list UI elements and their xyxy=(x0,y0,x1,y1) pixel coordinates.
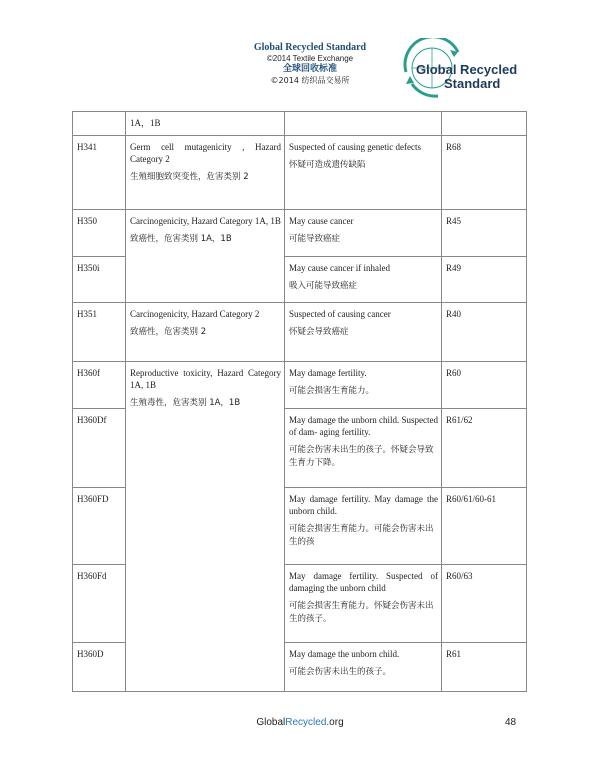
hazard-statement xyxy=(285,362,442,409)
hazard-code: H360f xyxy=(73,362,126,409)
risk-phrase: R60/63 xyxy=(442,565,527,643)
statement-en: May cause cancer xyxy=(289,216,354,226)
risk-phrase: R61/62 xyxy=(442,409,527,488)
statement-en: Suspected of causing genetic defects xyxy=(289,142,421,152)
category-cn: 生殖细胞致突变性，危害类别 2 xyxy=(130,172,249,182)
hazard-code: H350 xyxy=(73,210,126,257)
category-en: 1A，1B xyxy=(130,118,161,128)
hazard-statement xyxy=(285,488,442,565)
header-copyright-en: ©2014 Textile Exchange xyxy=(266,54,354,63)
risk-phrase xyxy=(442,112,527,136)
grs-logo xyxy=(398,38,530,100)
hazard-category xyxy=(126,112,285,136)
table-row xyxy=(73,362,527,409)
risk-phrase: R45 xyxy=(442,210,527,257)
risk-phrase: R60 xyxy=(442,362,527,409)
header-title: Global Recycled Standard xyxy=(253,42,367,53)
statement-en: May cause cancer if inhaled xyxy=(289,263,390,273)
hazard-statement xyxy=(285,257,442,303)
header-text-block xyxy=(230,42,390,86)
hazard-code: H360Fd xyxy=(73,565,126,643)
statement-en: May damage fertility. Suspected of damaging the unborn child xyxy=(289,571,438,593)
hazard-code: H350i xyxy=(73,257,126,303)
hazard-statement xyxy=(285,409,442,488)
risk-phrase: R68 xyxy=(442,136,527,210)
statement-cn: 怀疑可造成遗传缺陷 xyxy=(289,160,366,170)
hazard-statement xyxy=(285,112,442,136)
hazard-statement xyxy=(285,136,442,210)
category-en: Germ cell mutagenicity , Hazard Category 2 xyxy=(130,142,281,164)
category-en: Reproductive toxicity, Hazard Category 1A, 1B xyxy=(130,368,281,390)
hazard-code: H351 xyxy=(73,303,126,362)
category-en: Carcinogenicity, Hazard Category 2 xyxy=(130,309,260,319)
footer-site-post: .org xyxy=(326,717,344,728)
header-title-cn: 全球回收标准 xyxy=(282,64,337,74)
category-cn: 生殖毒性，危害类别 1A，1B xyxy=(130,398,241,408)
hazard-category xyxy=(126,362,285,692)
category-cn: 致癌性，危害类别 1A，1B xyxy=(130,234,232,244)
table-row xyxy=(73,136,527,210)
hazard-category xyxy=(126,303,285,362)
logo-text-line2: Standard xyxy=(444,76,501,91)
hazard-code: H360D xyxy=(73,643,126,692)
risk-phrase: R40 xyxy=(442,303,527,362)
statement-cn: 吸入可能导致癌症 xyxy=(289,281,358,291)
statement-en: Suspected of causing cancer xyxy=(289,309,391,319)
hazard-category xyxy=(126,136,285,210)
risk-phrase: R61 xyxy=(442,643,527,692)
statement-cn: 可能导致癌症 xyxy=(289,234,341,244)
footer-site-highlight: Recycled xyxy=(285,717,327,728)
logo-text-line1: Global Recycled xyxy=(416,62,518,77)
hazard-statement xyxy=(285,210,442,257)
header-copyright-cn: ©2014 纺织品交易所 xyxy=(270,76,350,85)
hazard-statement xyxy=(285,643,442,692)
hazard-code: H360Df xyxy=(73,409,126,488)
hazard-code: H341 xyxy=(73,136,126,210)
statement-cn: 怀疑会导致癌症 xyxy=(289,327,349,337)
page-number: 48 xyxy=(505,717,517,728)
risk-phrase: R49 xyxy=(442,257,527,303)
statement-cn: 可能会损害生育能力。怀疑会伤害未出生的孩子。 xyxy=(289,601,434,624)
page-header xyxy=(0,0,600,110)
table-row xyxy=(73,112,527,136)
statement-en: May damage fertility. xyxy=(289,368,367,378)
statement-cn: 可能会伤害未出生的孩子。怀疑会导致生育力下降。 xyxy=(289,445,434,468)
hazard-code xyxy=(73,112,126,136)
category-en: Carcinogenicity, Hazard Category 1A, 1B xyxy=(130,216,281,226)
risk-phrase: R60/61/60-61 xyxy=(442,488,527,565)
footer-site-pre: Global xyxy=(256,717,286,728)
statement-en: May damage fertility. May damage the unborn child. xyxy=(289,494,438,516)
statement-cn: 可能会损害生育能力。可能会伤害未出生的孩 xyxy=(289,524,434,547)
statement-cn: 可能会伤害未出生的孩子。 xyxy=(289,667,392,677)
statement-en: May damage the unborn child. xyxy=(289,649,400,659)
hazard-statement xyxy=(285,303,442,362)
hazard-statement xyxy=(285,565,442,643)
table-row xyxy=(73,303,527,362)
category-cn: 致癌性，危害类别 2 xyxy=(130,327,207,337)
hazard-category xyxy=(126,210,285,303)
hazard-table xyxy=(72,111,527,692)
hazard-code: H360FD xyxy=(73,488,126,565)
statement-en: May damage the unborn child. Suspected of dam- aging fertility. xyxy=(289,415,438,437)
statement-cn: 可能会损害生育能力。 xyxy=(289,386,375,396)
table-row xyxy=(73,210,527,257)
